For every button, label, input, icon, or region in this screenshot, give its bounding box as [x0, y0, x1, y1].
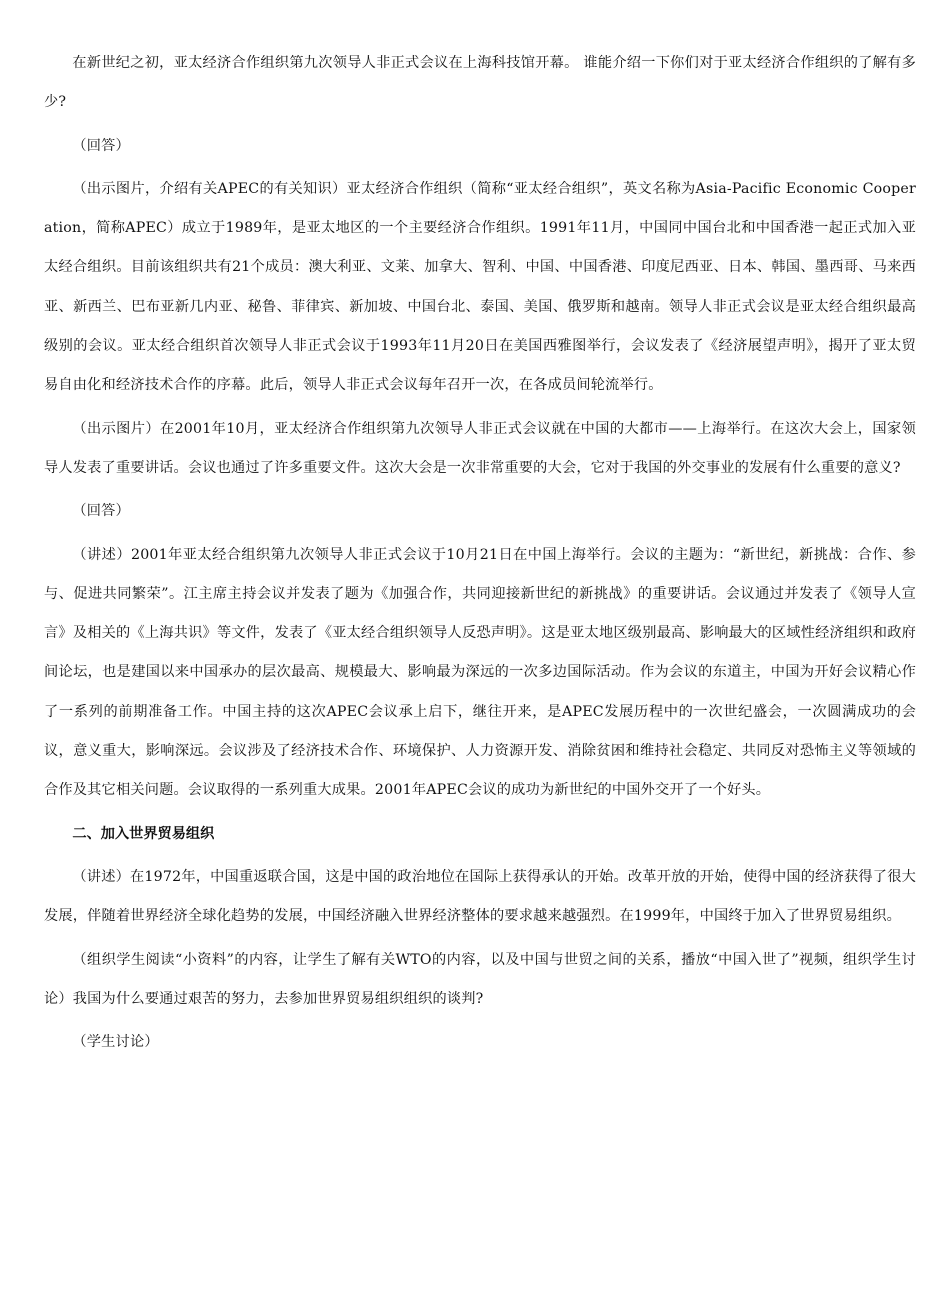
paragraph-wto-discussion-question: （组织学生阅读“小资料”的内容，让学生了解有关WTO的内容，以及中国与世贸之间的关系，播放“中国入世了”视频，组织学生讨论）我国为什么要通过艰苦的努力，去参加世界贸易组织组织的谈判?: [44, 951, 916, 1007]
paragraph-student-discussion-cue: （学生讨论）: [72, 1034, 159, 1051]
paragraph-answer-cue-2: （回答）: [72, 503, 130, 520]
section-heading-wto: 二、加入世界贸易组织: [72, 825, 215, 842]
paragraph-apec-2001-narrative: （讲述）2001年亚太经合组织第九次领导人非正式会议于10月21日在中国上海举行。会议的主题为：“新世纪，新挑战：合作、参与、促进共同繁荣”。江主席主持会议并发表了题为《加强合作，共同迎接新世纪的新挑战》的重要讲话。会议通过并发表了《领导人宣言》及相关的《上海共识》等文件，发表了《亚太经合组织领导人反恐声明》。这是亚太地区级别最高、影响最大的区域性经济组织和政府间论坛，也是建国以来中国承办的层次最高、规模最大、影响最为深远的一次多边国际活动。作为会议的东道主，中国为开好会议精心作了一系列的前期准备工作。中国主持的这次APEC会议承上启下，继往开来，是APEC发展历程中的一次世纪盛会，一次圆满成功的会议，意义重大，影响深远。会议涉及了经济技术合作、环境保护、人力资源开发、消除贫困和维持社会稳定、共同反对恐怖主义等领域的合作及其它相关问题。会议取得的一系列重大成果。2001年APEC会议的成功为新世纪的中国外交开了一个好头。: [44, 546, 916, 799]
paragraph-answer-cue: （回答）: [72, 137, 130, 154]
document-page: [44, 44, 916, 1062]
paragraph-wto-narrative: （讲述）在1972年，中国重返联合国，这是中国的政治地位在国际上获得承认的开始。改革开放的开始，使得中国的经济获得了很大发展，伴随着世界经济全球化趋势的发展，中国经济融入世界经济整体的要求越来越强烈。在1999年，中国终于加入了世界贸易组织。: [44, 868, 916, 925]
paragraph-shanghai-meeting-question: （出示图片）在2001年10月，亚太经济合作组织第九次领导人非正式会议就在中国的大都市——上海举行。在这次大会上，国家领导人发表了重要讲话。会议也通过了许多重要文件。这次大会是一次非常重要的大会，它对于我国的外交事业的发展有什么重要的意义?: [44, 420, 916, 476]
paragraph-intro-question: 在新世纪之初，亚太经济合作组织第九次领导人非正式会议在上海科技馆开幕。 谁能介绍一下你们对于亚太经济合作组织的了解有多少?: [44, 55, 916, 111]
paragraph-apec-intro: （出示图片，介绍有关APEC的有关知识）亚太经济合作组织（简称“亚太经合组织”，英文名称为Asia-Pacific Economic Cooperation，简称APEC）成立于1989年，是亚太地区的一个主要经济合作组织。1991年11月，中国同中国台北和中国香港一起正式加入亚太经合组织。目前该组织共有21个成员：澳大利亚、文莱、加拿大、智利、中国、中国香港、印度尼西亚、日本、韩国、墨西哥、马来西亚、新西兰、巴布亚新几内亚、秘鲁、菲律宾、新加坡、中国台北、泰国、美国、俄罗斯和越南。领导人非正式会议是亚太经合组织最高级别的会议。亚太经合组织首次领导人非正式会议于1993年11月20日在美国西雅图举行，会议发表了《经济展望声明》，揭开了亚太贸易自由化和经济技术合作的序幕。此后，领导人非正式会议每年召开一次，在各成员间轮流举行。: [44, 180, 916, 394]
